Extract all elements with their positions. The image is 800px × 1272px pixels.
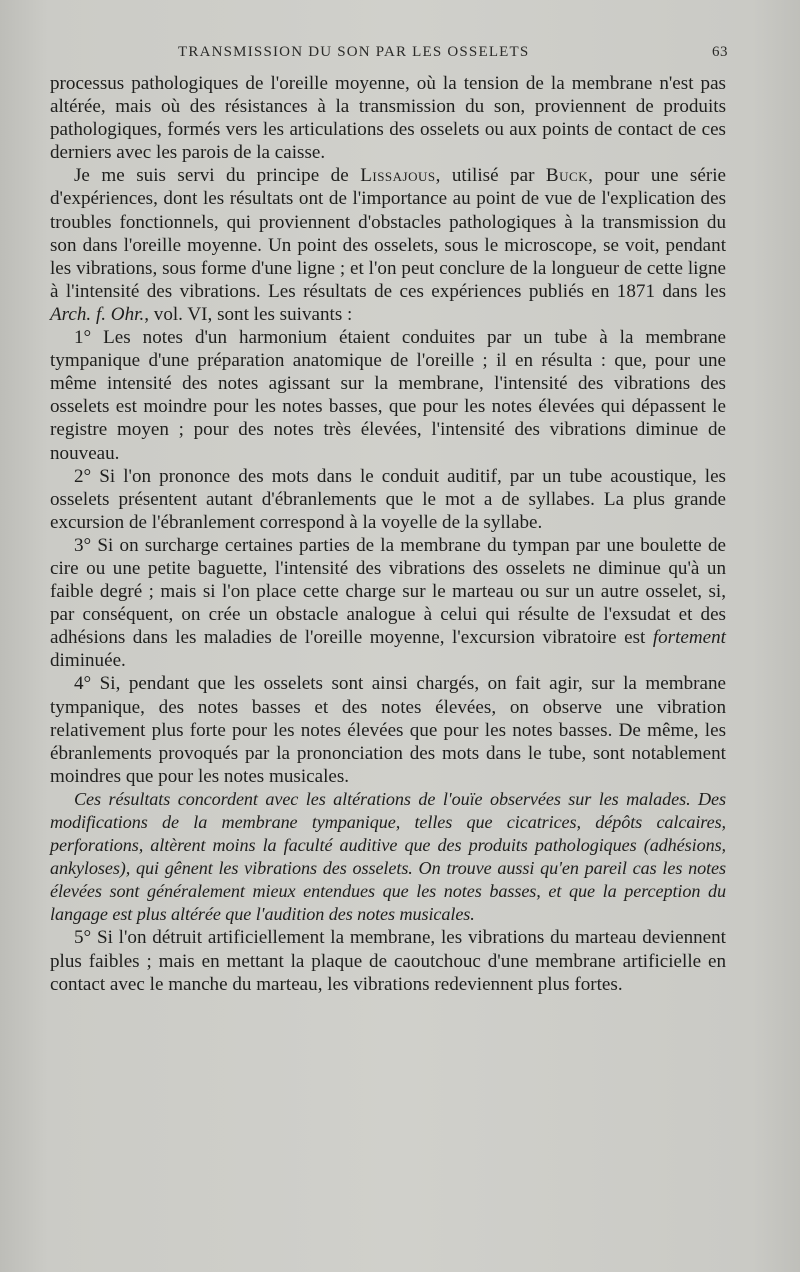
author-lissajous: Lissajous — [360, 165, 436, 187]
running-title: TRANSMISSION DU SON PAR LES OSSELETS — [178, 44, 530, 60]
italic-conclusion: Ces résultats concordent avec les altérations de l'ouïe observées sur les malades. Des modifications de la membrane tympanique, telles que cicatrices, dépôts calcaires, perforations, altèrent moins la faculté auditive que des produits pathologiques (adhésions, ankyloses), qui gênent les vibrations des osselets. On trouve aussi qu'en pareil cas les notes élevées sont généralement mieux entendues que les notes basses, et que la perception du langage est plus altérée que l'audition des notes musicales. — [50, 788, 726, 925]
page-number: 63 — [712, 44, 728, 60]
result-1: 1° Les notes d'un harmonium étaient conduites par un tube à la membrane tympanique d'une préparation anatomique de l'oreille ; il en résulta : que, pour une même intensité des notes agissant sur la membrane, l'intensité des vibrations des osselets est moindre pour les notes basses, que pour les notes élevées qui dépassent le registre moyen ; pour des notes très élevées, l'intensité des vibrations diminue de nouveau. — [50, 327, 726, 464]
author-buck: Buck — [545, 165, 589, 187]
body-text — [50, 72, 726, 996]
paragraph-continuation: processus pathologiques de l'oreille moyenne, où la tension de la membrane n'est pas altérée, mais où des résistances à la transmission du son, proviennent de produits pathologiques, formés vers les articulations des osselets ou aux points de contact de ces derniers avec les parois de la caisse. — [50, 73, 726, 164]
result-4: 4° Si, pendant que les osselets sont ainsi chargés, on fait agir, sur la membrane tympanique, des notes basses et des notes élevées, on observe une vibration relativement plus forte pour les notes élevées que pour les notes basses. De même, les ébranlements provoqués par la prononciation des mots dans le tube, sont notablement moindres que pour les notes musicales. — [50, 673, 726, 787]
result-2: 2° Si l'on prononce des mots dans le conduit auditif, par un tube acoustique, les osselets présentent autant d'ébranlements que le mot a de syllabes. La plus grande excursion de l'ébranlement correspond à la voyelle de la syllabe. — [50, 465, 726, 533]
paragraph-lissajous-experiments: Je me suis servi du principe de Lissajous, utilisé par Buck, pour une série d'expériences, dont les résultats ont de l'importance au point de vue de l'explication des troubles fonctionnels, qui proviennent d'obstacles pathologiques à la transmission du son dans l'oreille moyenne. Un point des osselets, sous le microscope, se voit, pendant les vibrations, sous forme d'une ligne ; et l'on peut conclure de la longueur de cette ligne à l'intensité des vibrations. Les résultats de ces expériences publiés en 1871 dans les Arch. f. Ohr., vol. VI, sont les suivants : — [50, 165, 726, 325]
emphasis-fortement: fortement — [652, 627, 726, 649]
result-5: 5° Si l'on détruit artificiellement la membrane, les vibrations du marteau deviennent plus faibles ; mais en mettant la plaque de caoutchouc d'une membrane artificielle en contact avec le manche du marteau, les vibrations redeviennent plus fortes. — [50, 927, 726, 995]
journal-title: Arch. f. Ohr. — [50, 303, 145, 325]
result-3: 3° Si on surcharge certaines parties de la membrane du tympan par une boulette de cire ou une petite baguette, l'intensité des vibrations des osselets ne diminue qu'à un faible degré ; mais si l'on place cette charge sur le marteau ou sur un autre osselet, si, par conséquent, on crée un obstacle analogue à celui qui résulte de l'exsudat et des adhésions dans les maladies de l'oreille moyenne, l'excursion vibratoire est fortement diminuée. — [50, 534, 726, 672]
page-header — [50, 44, 726, 72]
